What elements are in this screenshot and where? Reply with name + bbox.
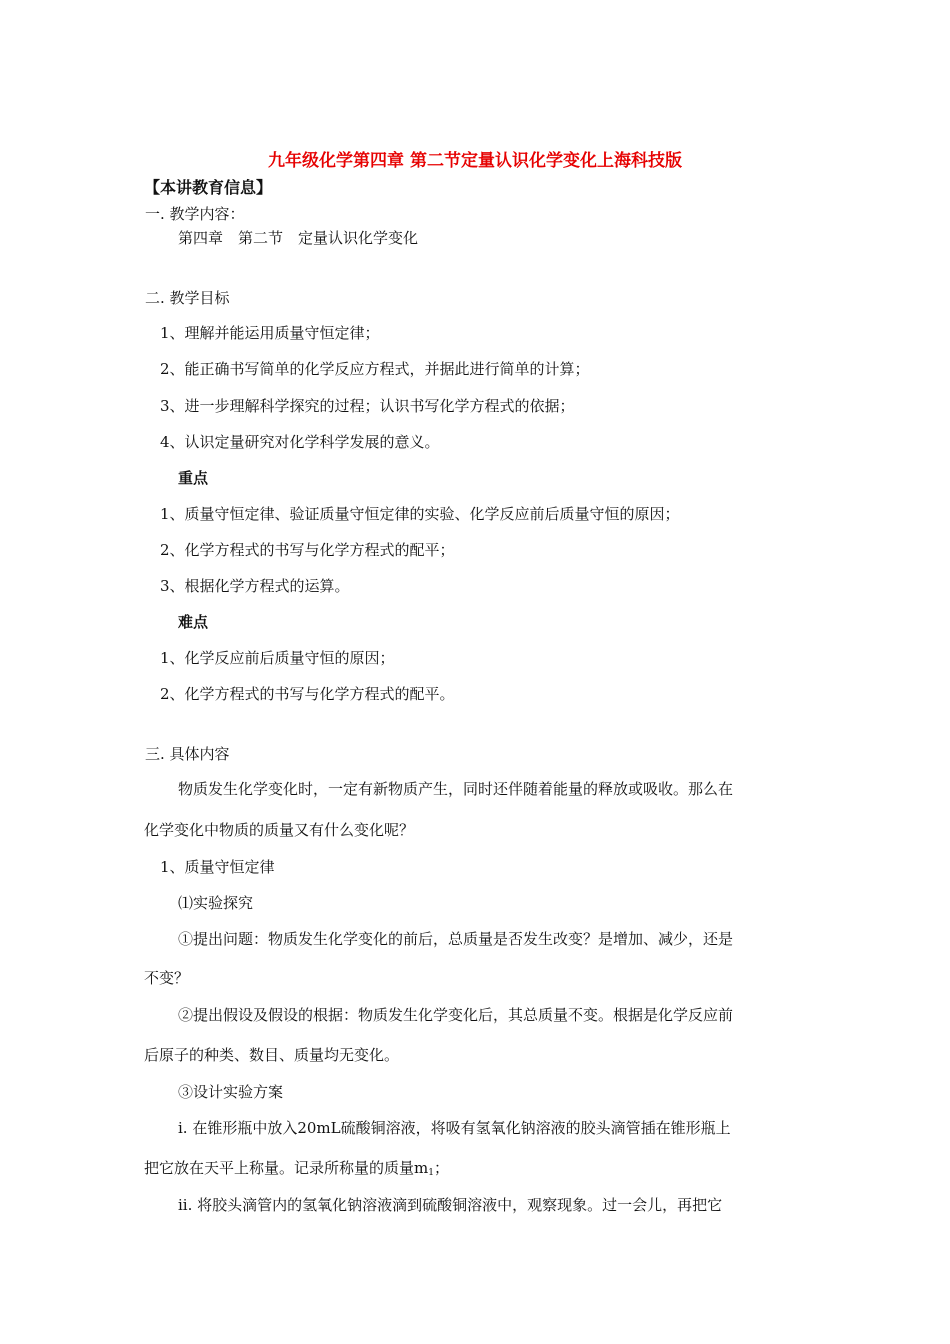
intro-paragraph-line: 物质发生化学变化时，一定有新物质产生，同时还伴随着能量的释放或吸收。那么在 bbox=[178, 780, 734, 798]
hypothesis-paragraph-line: ②提出假设及假设的根据：物质发生化学变化后，其总质量不变。根据是化学反应前 bbox=[178, 1006, 734, 1024]
difficult-point-item: 1、化学反应前后质量守恒的原因； bbox=[160, 649, 395, 667]
question-paragraph-line: ①提出问题：物质发生化学变化的前后，总质量是否发生改变？是增加、减少，还是 bbox=[178, 930, 734, 948]
section-heading-teaching-content: 一. 教学内容： bbox=[145, 205, 245, 223]
goal-item: 1、理解并能运用质量守恒定律； bbox=[160, 324, 380, 342]
step-paragraph-line: i. 在锥形瓶中放入20mL硫酸铜溶液，将吸有氢氧化钠溶液的胶头滴管插在锥形瓶上 bbox=[178, 1119, 731, 1137]
subsection-item: ⑴实验探究 bbox=[178, 894, 254, 912]
document-title: 九年级化学第四章 第二节定量认识化学变化上海科技版 bbox=[268, 151, 682, 171]
teaching-content-text: 第四章 第二节 定量认识化学变化 bbox=[178, 229, 419, 247]
goal-item: 4、认识定量研究对化学科学发展的意义。 bbox=[160, 433, 440, 451]
key-point-item: 2、化学方程式的书写与化学方程式的配平； bbox=[160, 541, 455, 559]
goal-item: 3、进一步理解科学探究的过程；认识书写化学方程式的依据； bbox=[160, 397, 575, 415]
step-paragraph-line bbox=[144, 1158, 449, 1183]
step-text-end: ； bbox=[433, 1159, 449, 1177]
goal-item: 2、能正确书写简单的化学反应方程式，并据此进行简单的计算； bbox=[160, 360, 590, 378]
section-heading-specific-content: 三. 具体内容 bbox=[145, 745, 230, 763]
subsection-heading: 1、质量守恒定律 bbox=[160, 858, 275, 876]
key-points-label: 重点 bbox=[178, 469, 209, 487]
question-paragraph-line: 不变？ bbox=[144, 969, 190, 987]
step-text: 把它放在天平上称量。记录所称量的质量m bbox=[144, 1159, 429, 1177]
difficult-points-label: 难点 bbox=[178, 613, 209, 631]
lesson-info-header: 【本讲教育信息】 bbox=[144, 178, 273, 197]
design-plan-heading: ③设计实验方案 bbox=[178, 1083, 284, 1101]
subscript: 1 bbox=[428, 1168, 434, 1178]
key-point-item: 1、质量守恒定律、验证质量守恒定律的实验、化学反应前后质量守恒的原因； bbox=[160, 505, 680, 523]
hypothesis-paragraph-line: 后原子的种类、数目、质量均无变化。 bbox=[144, 1046, 400, 1064]
key-point-item: 3、根据化学方程式的运算。 bbox=[160, 577, 350, 595]
difficult-point-item: 2、化学方程式的书写与化学方程式的配平。 bbox=[160, 685, 455, 703]
section-heading-teaching-goals: 二. 教学目标 bbox=[145, 289, 230, 307]
step-paragraph-line: ii. 将胶头滴管内的氢氧化钠溶液滴到硫酸铜溶液中，观察现象。过一会儿，再把它 bbox=[178, 1196, 723, 1214]
intro-paragraph-line: 化学变化中物质的质量又有什么变化呢？ bbox=[144, 821, 415, 839]
